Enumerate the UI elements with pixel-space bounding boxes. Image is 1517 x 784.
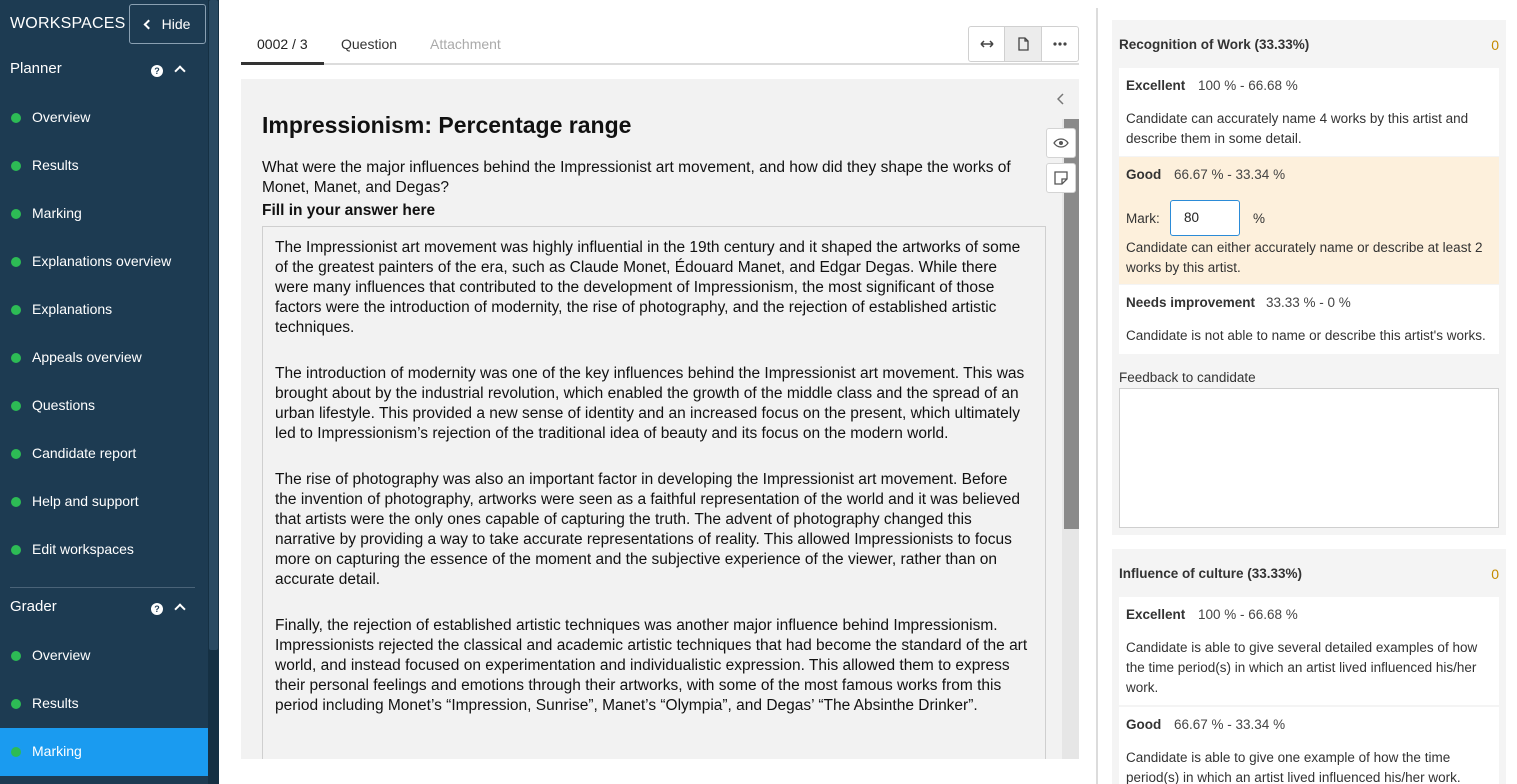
chevron-up-icon[interactable] [174, 603, 185, 614]
sidebar-item-edit-workspaces[interactable] [0, 526, 208, 574]
answer-box [262, 226, 1046, 759]
rubric-panel [1112, 0, 1517, 784]
sidebar-item-explanations[interactable] [0, 286, 208, 334]
chevron-left-icon [143, 19, 153, 29]
answer-paragraph: Finally, the rejection of established artistic techniques was another major influence behind Impressionism. Impressionists rejected the classical and academic artistic techniques that had become the standard of the art world, and instead focused on experimentation and individualistic expression. This allowed them to express their personal feelings and emotions through their artworks, with some of the most famous works from this period including Monet’s “Impression, Sunrise”, Manet’s “Olympia”, and Degas’ “The Absinthe Drinker”. [275, 617, 1028, 714]
status-dot-icon [11, 545, 21, 555]
level-range: 100 % - 66.68 % [1198, 78, 1298, 93]
status-dot-icon [11, 651, 21, 661]
sidebar-item-label: Explanations overview [32, 253, 172, 269]
criterion-card [1112, 20, 1506, 535]
more-dots-icon [1053, 42, 1067, 46]
level-description: Candidate is not able to name or describe this artist's works. [1126, 328, 1486, 343]
level-description: Candidate is able to give one example of how the time period(s) in which an artist lived influenced his/her work. [1126, 750, 1461, 784]
sidebar-item-appeals-overview[interactable] [0, 334, 208, 382]
sidebar-item-questions[interactable] [0, 382, 208, 430]
mark-label: Mark: [1126, 211, 1160, 226]
level-name: Excellent [1126, 607, 1186, 622]
status-dot-icon [11, 401, 21, 411]
level-excellent[interactable] [1119, 68, 1499, 156]
sidebar-item-explanations-overview[interactable] [0, 238, 208, 286]
sidebar-item-grader-results[interactable] [0, 680, 208, 728]
hide-sidebar-button[interactable] [129, 4, 206, 44]
active-tab-indicator [241, 62, 324, 65]
sidebar [0, 0, 219, 784]
level-name: Good [1126, 717, 1162, 732]
tab-counter[interactable]: 0002 / 3 [257, 36, 308, 52]
sidebar-item-label: Questions [32, 397, 96, 413]
eye-icon [1053, 138, 1069, 148]
help-icon[interactable]: ? [151, 603, 163, 615]
sidebar-item-label: Results [32, 157, 79, 173]
grader-section-header[interactable] [0, 586, 208, 632]
criterion-title: Recognition of Work (33.33%) [1119, 37, 1310, 52]
collapse-panel-button[interactable] [1046, 84, 1076, 114]
grader-label: Grader [10, 598, 57, 615]
criterion-title: Influence of culture (33.33%) [1119, 566, 1303, 581]
planner-section-header[interactable] [0, 48, 208, 94]
tab-bar [241, 27, 1079, 65]
more-options-button[interactable] [1042, 27, 1078, 61]
workspaces-title: WORKSPACES [10, 15, 126, 32]
status-dot-icon [11, 449, 21, 459]
status-dot-icon [11, 353, 21, 363]
level-good[interactable] [1119, 707, 1499, 784]
expand-width-button[interactable] [969, 27, 1005, 61]
criterion-score: 0 [1491, 566, 1499, 582]
feedback-textarea[interactable] [1119, 388, 1499, 528]
sidebar-item-help-and-support[interactable] [0, 478, 208, 526]
feedback-label: Feedback to candidate [1119, 370, 1256, 385]
question-panel [241, 79, 1079, 759]
criterion-score: 0 [1491, 37, 1499, 53]
level-range: 66.67 % - 33.34 % [1174, 167, 1286, 182]
sticky-note-icon [1054, 171, 1068, 185]
sidebar-item-label: Explanations [32, 301, 113, 317]
sidebar-item-label: Results [32, 695, 79, 711]
sidebar-item-label: Marking [32, 743, 82, 759]
expand-horizontal-icon [980, 39, 994, 49]
sidebar-item-planner-marking[interactable] [0, 190, 208, 238]
level-name: Good [1126, 167, 1162, 182]
mark-input[interactable]: 80 [1170, 200, 1240, 236]
sidebar-item-label: Marking [32, 205, 82, 221]
status-dot-icon [11, 699, 21, 709]
level-name: Excellent [1126, 78, 1186, 93]
status-dot-icon [11, 257, 21, 267]
sidebar-item-grader-marking[interactable] [0, 728, 208, 776]
sidebar-item-grader-overview[interactable] [0, 632, 208, 680]
sidebar-item-planner-overview[interactable] [0, 94, 208, 142]
sidebar-item-label: Overview [32, 647, 91, 663]
sidebar-header [0, 0, 208, 48]
level-description: Candidate is able to give several detailed examples of how the time period(s) in which an artist lived influenced his/her work. [1126, 640, 1478, 695]
answer-label: Fill in your answer here [262, 202, 436, 219]
status-dot-icon [11, 161, 21, 171]
level-range: 66.67 % - 33.34 % [1174, 717, 1286, 732]
sidebar-item-label: Help and support [32, 493, 139, 509]
criterion-card [1112, 549, 1506, 784]
status-dot-icon [11, 113, 21, 123]
status-dot-icon [11, 747, 21, 757]
notes-button[interactable] [1046, 163, 1076, 193]
answer-paragraph: The rise of photography was also an important factor in developing the Impressionist art movement. Before the invention of photography, artworks were seen as a faithful representation of the world and it was believed that artists were the only ones capable of capturing the truth. The advent of photography changed this narrative by providing a way to take accurate representations of reality. This allowed Impressionists to focus more on capturing the essence of the moment and the subjective experience of the viewer, rather than on accurate detail. [275, 471, 1021, 588]
document-icon [1018, 37, 1029, 51]
level-needs-improvement[interactable] [1119, 285, 1499, 354]
sidebar-item-candidate-report[interactable] [0, 430, 208, 478]
tab-question[interactable]: Question [341, 36, 398, 52]
status-dot-icon [11, 497, 21, 507]
help-icon[interactable]: ? [151, 65, 163, 77]
question-text: What were the major influences behind the Impressionist art movement, and how did they shape the works of Monet, Manet, and Degas? [262, 159, 1011, 196]
planner-label: Planner [10, 60, 62, 77]
sidebar-item-label: Edit workspaces [32, 541, 134, 557]
status-dot-icon [11, 209, 21, 219]
level-description: Candidate can accurately name 4 works by this artist and describe them in some detail. [1126, 111, 1469, 146]
answer-paragraph: The Impressionist art movement was highly influential in the 19th century and it shaped the artworks of some of the greatest painters of the era, such as Claude Monet, Édouard Manet, and Edgar Degas. While there were many influences that contributed to the development of Impressionism, the most significant of those factors were the introduction of modernity, the rise of photography, and the rejection of established artistic techniques. [275, 239, 1021, 336]
document-view-button[interactable] [1005, 27, 1041, 61]
answer-paragraph: The introduction of modernity was one of the key influences behind the Impressionist art movement. This was brought about by the industrial revolution, which enabled the growth of the middle class and the spread of an urban lifestyle. This provided a new sense of identity and an increased focus on the present, which ultimately led to Impressionism’s rejection of the traditional idea of beauty and its focus on the modern world. [275, 365, 1025, 442]
chevron-up-icon[interactable] [174, 65, 185, 76]
mark-unit: % [1253, 211, 1266, 226]
sidebar-item-label: Appeals overview [32, 349, 142, 365]
level-description: Candidate can either accurately name or describe at least 2 works by this artist. [1126, 240, 1483, 275]
tab-attachment[interactable]: Attachment [430, 36, 501, 52]
level-range: 33.33 % - 0 % [1266, 295, 1351, 310]
chevron-left-icon [1057, 93, 1065, 105]
question-area [219, 0, 1096, 784]
level-excellent[interactable] [1119, 597, 1499, 705]
question-title: Impressionism: Percentage range [262, 112, 632, 138]
preview-button[interactable] [1046, 128, 1076, 158]
sidebar-item-label: Overview [32, 109, 91, 125]
sidebar-item-label: Candidate report [32, 445, 137, 461]
panel-divider[interactable] [1096, 8, 1098, 784]
sidebar-item-planner-results[interactable] [0, 142, 208, 190]
status-dot-icon [11, 305, 21, 315]
level-good[interactable] [1119, 157, 1499, 284]
level-range: 100 % - 66.68 % [1198, 607, 1298, 622]
view-toolbar [968, 26, 1079, 62]
level-name: Needs improvement [1126, 295, 1256, 310]
sidebar-scrollbar-thumb[interactable] [209, 0, 218, 650]
hide-label: Hide [161, 16, 191, 32]
